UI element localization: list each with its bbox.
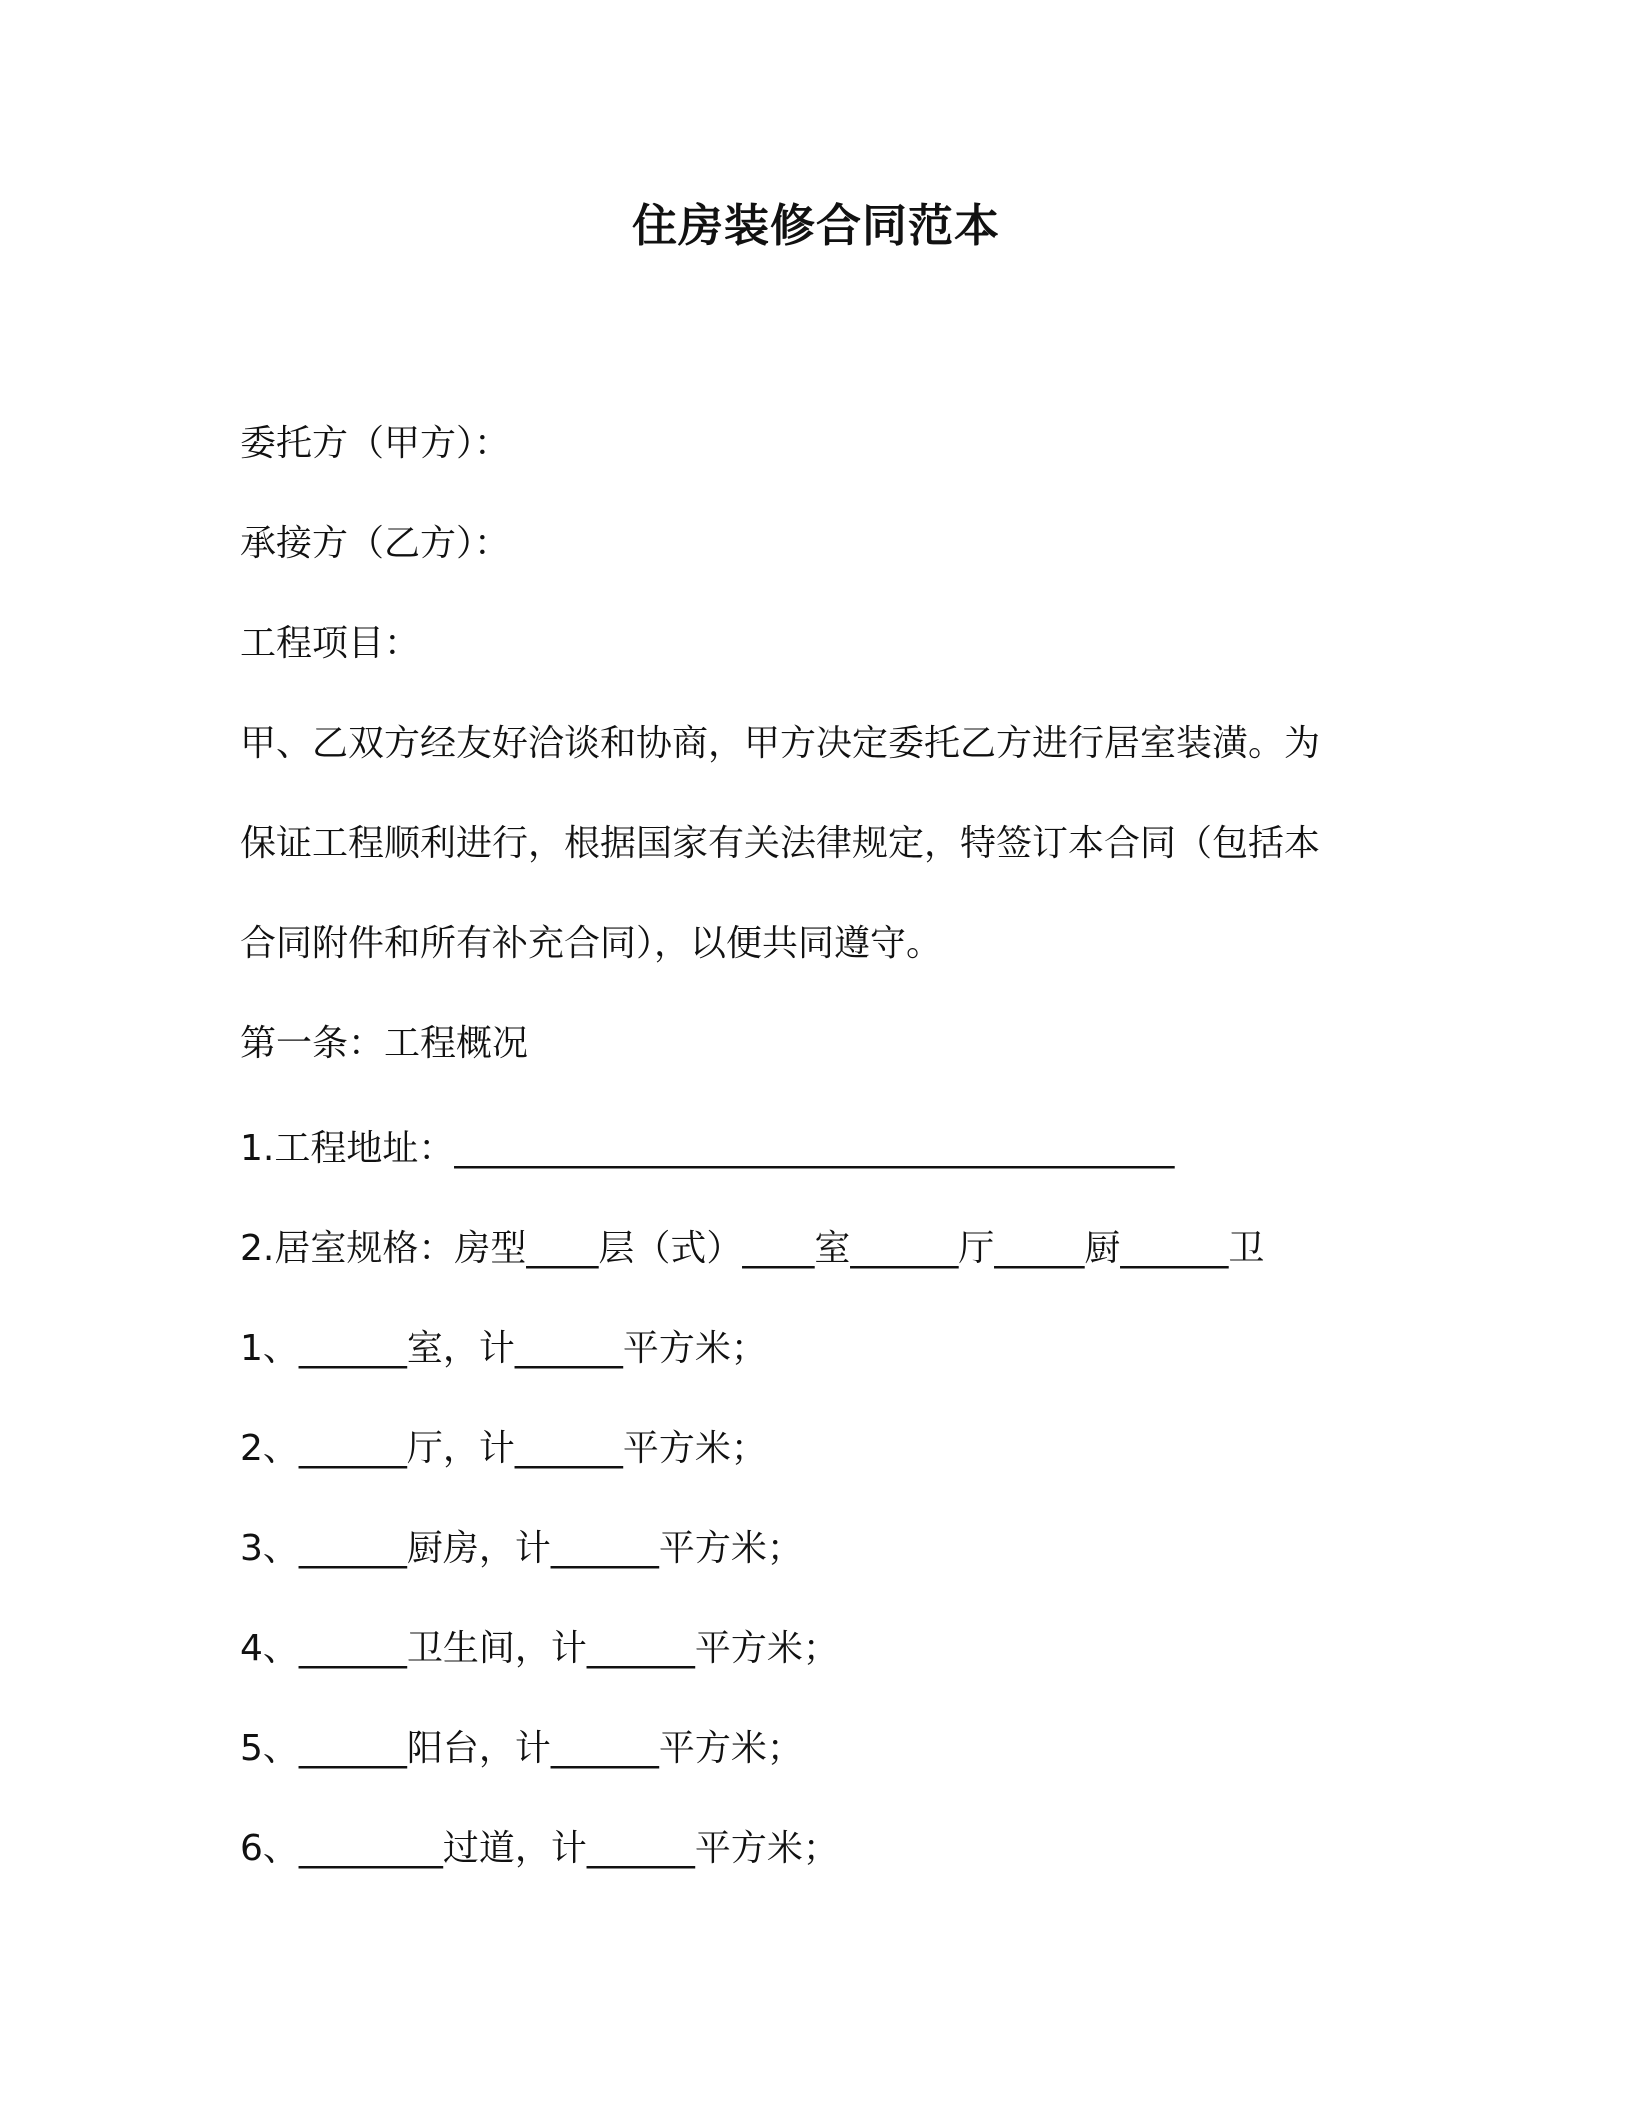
intro-paragraph-line-3: 合同附件和所有补充合同），以便共同遵守。 [240,923,943,964]
contractor-party-line: 承接方（乙方）： [240,523,511,564]
list-item-bathroom: 4、______卫生间，计______平方米； [240,1628,839,1669]
article-one-heading: 第一条：工程概况 [240,1023,529,1064]
project-line: 工程项目： [240,623,421,664]
list-item-balcony: 5、______阳台，计______平方米； [240,1728,803,1769]
document-title: 住房装修合同范本 [631,199,1000,252]
intro-paragraph-line-2: 保证工程顺利进行，根据国家有关法律规定，特签订本合同（包括本 [240,823,1321,864]
list-item-rooms: 1、______室，计______平方米； [240,1328,767,1369]
room-spec-line: 2.居室规格：房型____层（式）____室______厅_____厨______卫 [240,1228,1265,1269]
client-party-line: 委托方（甲方）： [240,423,511,464]
list-item-halls: 2、______厅，计______平方米； [240,1428,767,1469]
intro-paragraph-line-1: 甲、乙双方经友好洽谈和协商，甲方决定委托乙方进行居室装潢。为 [240,723,1321,764]
project-address-line: 1.工程地址：________________________________________ [240,1128,1175,1169]
list-item-corridor: 6、________过道，计______平方米； [240,1828,839,1869]
list-item-kitchen: 3、______厨房，计______平方米； [240,1528,803,1569]
